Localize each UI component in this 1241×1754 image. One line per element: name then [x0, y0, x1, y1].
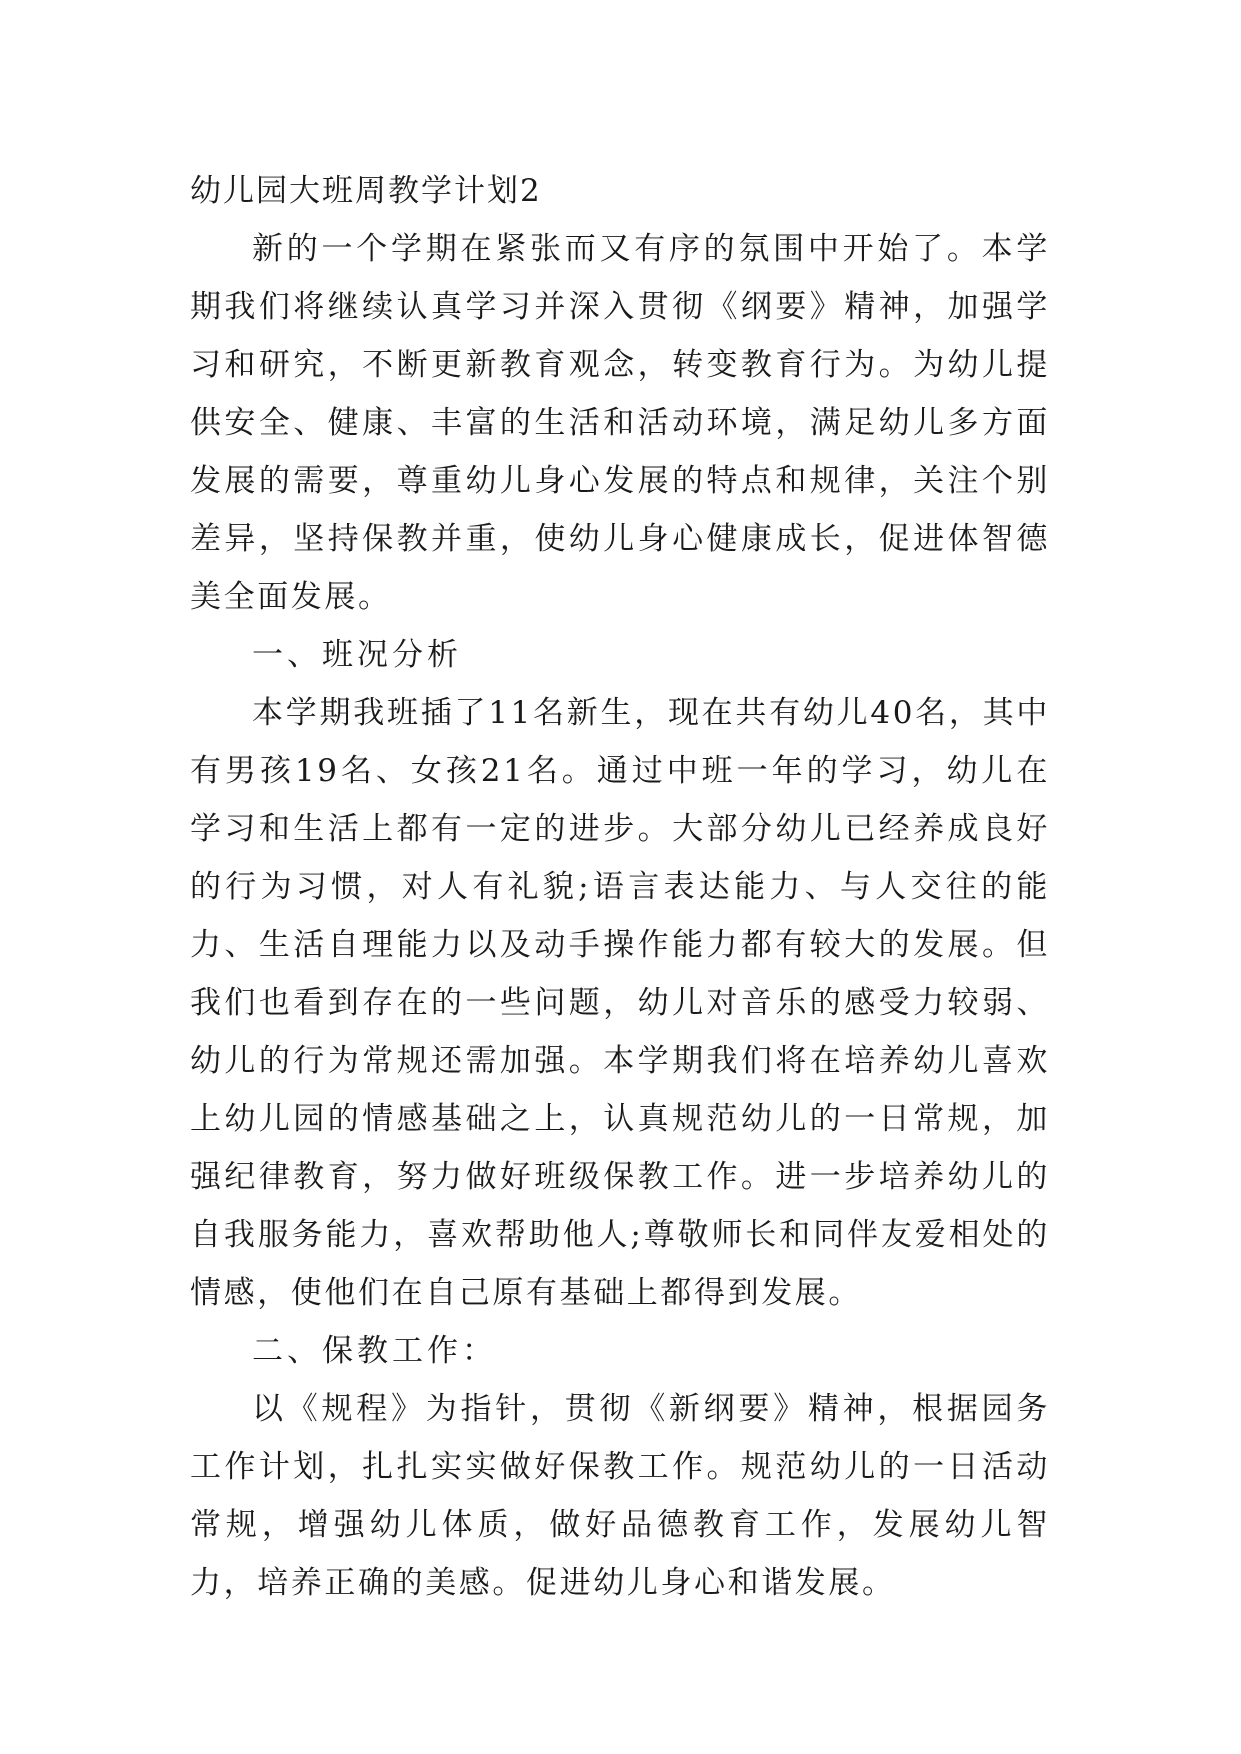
class-analysis-paragraph: 本学期我班插了11名新生，现在共有幼儿40名，其中有男孩19名、女孩21名。通过中班一年的学习，幼儿在学习和生活上都有一定的进步。大部分幼儿已经养成良好的行为习惯，对人有礼貌;语言表达能力、与人交往的能力、生活自理能力以及动手操作能力都有较大的发展。但我们也看到存在的一些问题，幼儿对音乐的感受力较弱、幼儿的行为常规还需加强。本学期我们将在培养幼儿喜欢上幼儿园的情感基础之上，认真规范幼儿的一日常规，加强纪律教育，努力做好班级保教工作。进一步培养幼儿的自我服务能力，喜欢帮助他人;尊敬师长和同伴友爱相处的情感，使他们在自己原有基础上都得到发展。	[190, 695, 1050, 1311]
section-heading-care-education: 二、保教工作：	[252, 1333, 497, 1369]
section-heading-class-analysis: 一、班况分析	[252, 637, 462, 673]
intro-paragraph: 新的一个学期在紧张而又有序的氛围中开始了。本学期我们将继续认真学习并深入贯彻《纲要》精神，加强学习和研究，不断更新教育观念，转变教育行为。为幼儿提供安全、健康、丰富的生活和活动环境，满足幼儿多方面发展的需要，尊重幼儿身心发展的特点和规律，关注个别差异，坚持保教并重，使幼儿身心健康成长，促进体智德美全面发展。	[190, 231, 1050, 615]
document-page	[190, 162, 1050, 1612]
care-education-paragraph: 以《规程》为指针，贯彻《新纲要》精神，根据园务工作计划，扎扎实实做好保教工作。规范幼儿的一日活动常规，增强幼儿体质，做好品德教育工作，发展幼儿智力，培养正确的美感。促进幼儿身心和谐发展。	[190, 1391, 1050, 1601]
document-title: 幼儿园大班周教学计划2	[190, 173, 542, 209]
